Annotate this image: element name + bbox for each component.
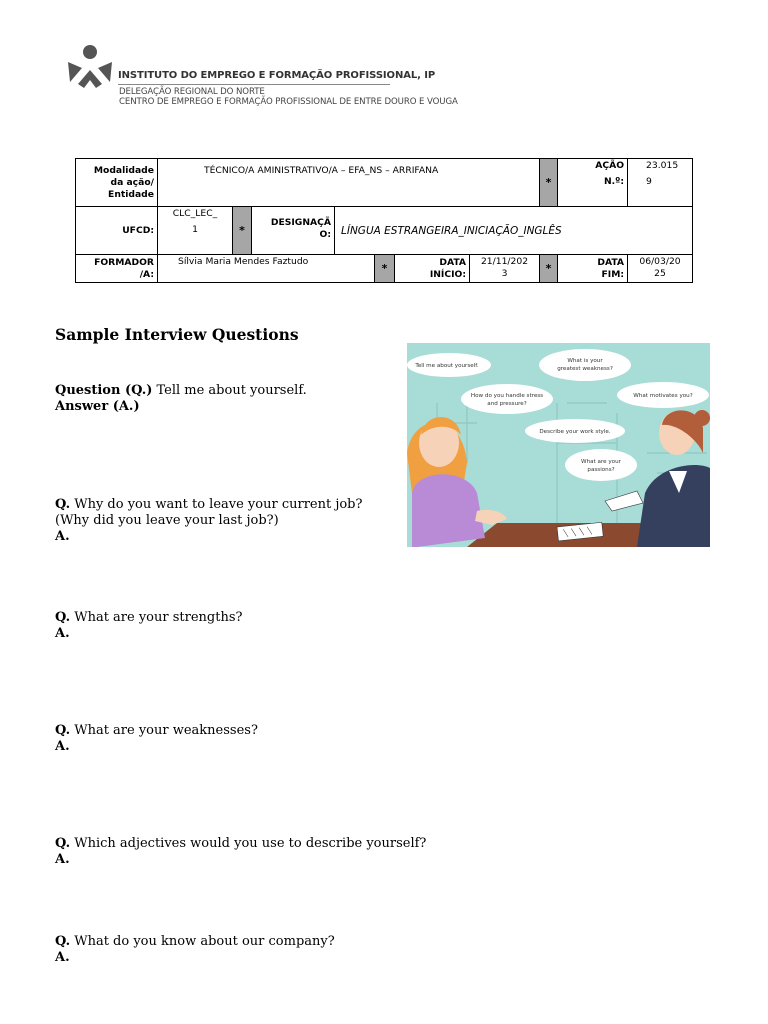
acao-label: AÇÃO N.º: bbox=[558, 159, 628, 207]
ufcd-label: UFCD: bbox=[76, 207, 158, 255]
answer-label: A. bbox=[55, 529, 70, 544]
question-block-4 bbox=[55, 723, 258, 755]
question-label: Q. bbox=[55, 610, 71, 625]
question-block-5 bbox=[55, 836, 426, 868]
header-divider bbox=[118, 84, 390, 85]
bubble-text: What motivates you? bbox=[633, 393, 693, 399]
designacao-value: LÍNGUA ESTRANGEIRA_INICIAÇÃO_INGLÊS bbox=[335, 207, 693, 255]
bubble-text: How do you handle stress bbox=[470, 393, 544, 399]
question-text: Why do you want to leave your current job? (Why did you leave your last job?) bbox=[55, 497, 363, 528]
question-text: What are your strengths? bbox=[74, 610, 243, 625]
iefp-logo-icon bbox=[64, 44, 124, 90]
question-label: Q. bbox=[55, 934, 71, 949]
data-inicio-value: 21/11/202 3 bbox=[470, 255, 540, 283]
star-marker: * bbox=[375, 255, 395, 283]
question-block-3 bbox=[55, 610, 242, 642]
data-fim-value: 06/03/20 25 bbox=[628, 255, 693, 283]
question-text: What are your weaknesses? bbox=[74, 723, 258, 738]
center-name: CENTRO DE EMPREGO E FORMAÇÃO PROFISSIONAL DE ENTRE DOURO E VOUGA bbox=[119, 97, 458, 107]
question-label: Q. bbox=[55, 723, 71, 738]
formador-value: Sílvia Maria Mendes Faztudo bbox=[158, 255, 375, 283]
bubble-text: passions? bbox=[587, 467, 615, 473]
question-label: Question (Q.) bbox=[55, 383, 153, 398]
data-fim-label: DATA FIM: bbox=[558, 255, 628, 283]
bubble-text: Describe your work style. bbox=[539, 429, 611, 435]
question-label: Q. bbox=[55, 836, 71, 851]
question-text: Which adjectives would you use to describe yourself? bbox=[74, 836, 427, 851]
modalidade-row bbox=[76, 159, 693, 207]
bubble-text: greatest weakness? bbox=[557, 366, 613, 372]
institute-name: INSTITUTO DO EMPREGO E FORMAÇÃO PROFISSIONAL, IP bbox=[118, 70, 436, 81]
page-title: Sample Interview Questions bbox=[55, 325, 299, 344]
bubble-text: What is your bbox=[567, 358, 603, 364]
answer-label: A. bbox=[55, 852, 70, 867]
star-marker: * bbox=[233, 207, 252, 255]
star-marker: * bbox=[540, 159, 558, 207]
question-block-6 bbox=[55, 934, 335, 966]
question-block-1 bbox=[55, 383, 395, 415]
bubble-text: Tell me about yourself. bbox=[415, 363, 479, 369]
answer-label: A. bbox=[55, 626, 70, 641]
data-inicio-label: DATA INÍCIO: bbox=[395, 255, 470, 283]
answer-label: Answer (A.) bbox=[55, 399, 140, 414]
bubble-text: What are your bbox=[581, 459, 621, 465]
question-text: What do you know about our company? bbox=[74, 934, 335, 949]
formador-label: FORMADOR /A: bbox=[76, 255, 158, 283]
formador-row bbox=[76, 255, 693, 283]
delegation-name: DELEGAÇÃO REGIONAL DO NORTE bbox=[119, 87, 265, 97]
answer-label: A. bbox=[55, 950, 70, 965]
modalidade-value: TÉCNICO/A AMINISTRATIVO/A – EFA_NS – ARRIFANA bbox=[158, 159, 540, 207]
answer-label: A. bbox=[55, 739, 70, 754]
designacao-label: DESIGNAÇÃ O: bbox=[252, 207, 335, 255]
question-text: Tell me about yourself. bbox=[156, 383, 307, 398]
ufcd-row bbox=[76, 207, 693, 255]
interview-illustration bbox=[407, 343, 710, 547]
question-label: Q. bbox=[55, 497, 71, 512]
question-block-2 bbox=[55, 497, 400, 545]
course-info-table bbox=[75, 158, 693, 283]
acao-value: 23.015 9 bbox=[628, 159, 693, 207]
modalidade-label: Modalidade da ação/ Entidade bbox=[76, 159, 158, 207]
bubble-text: and pressure? bbox=[487, 401, 527, 407]
star-marker: * bbox=[540, 255, 558, 283]
ufcd-value: CLC_LEC_ 1 bbox=[158, 207, 233, 255]
